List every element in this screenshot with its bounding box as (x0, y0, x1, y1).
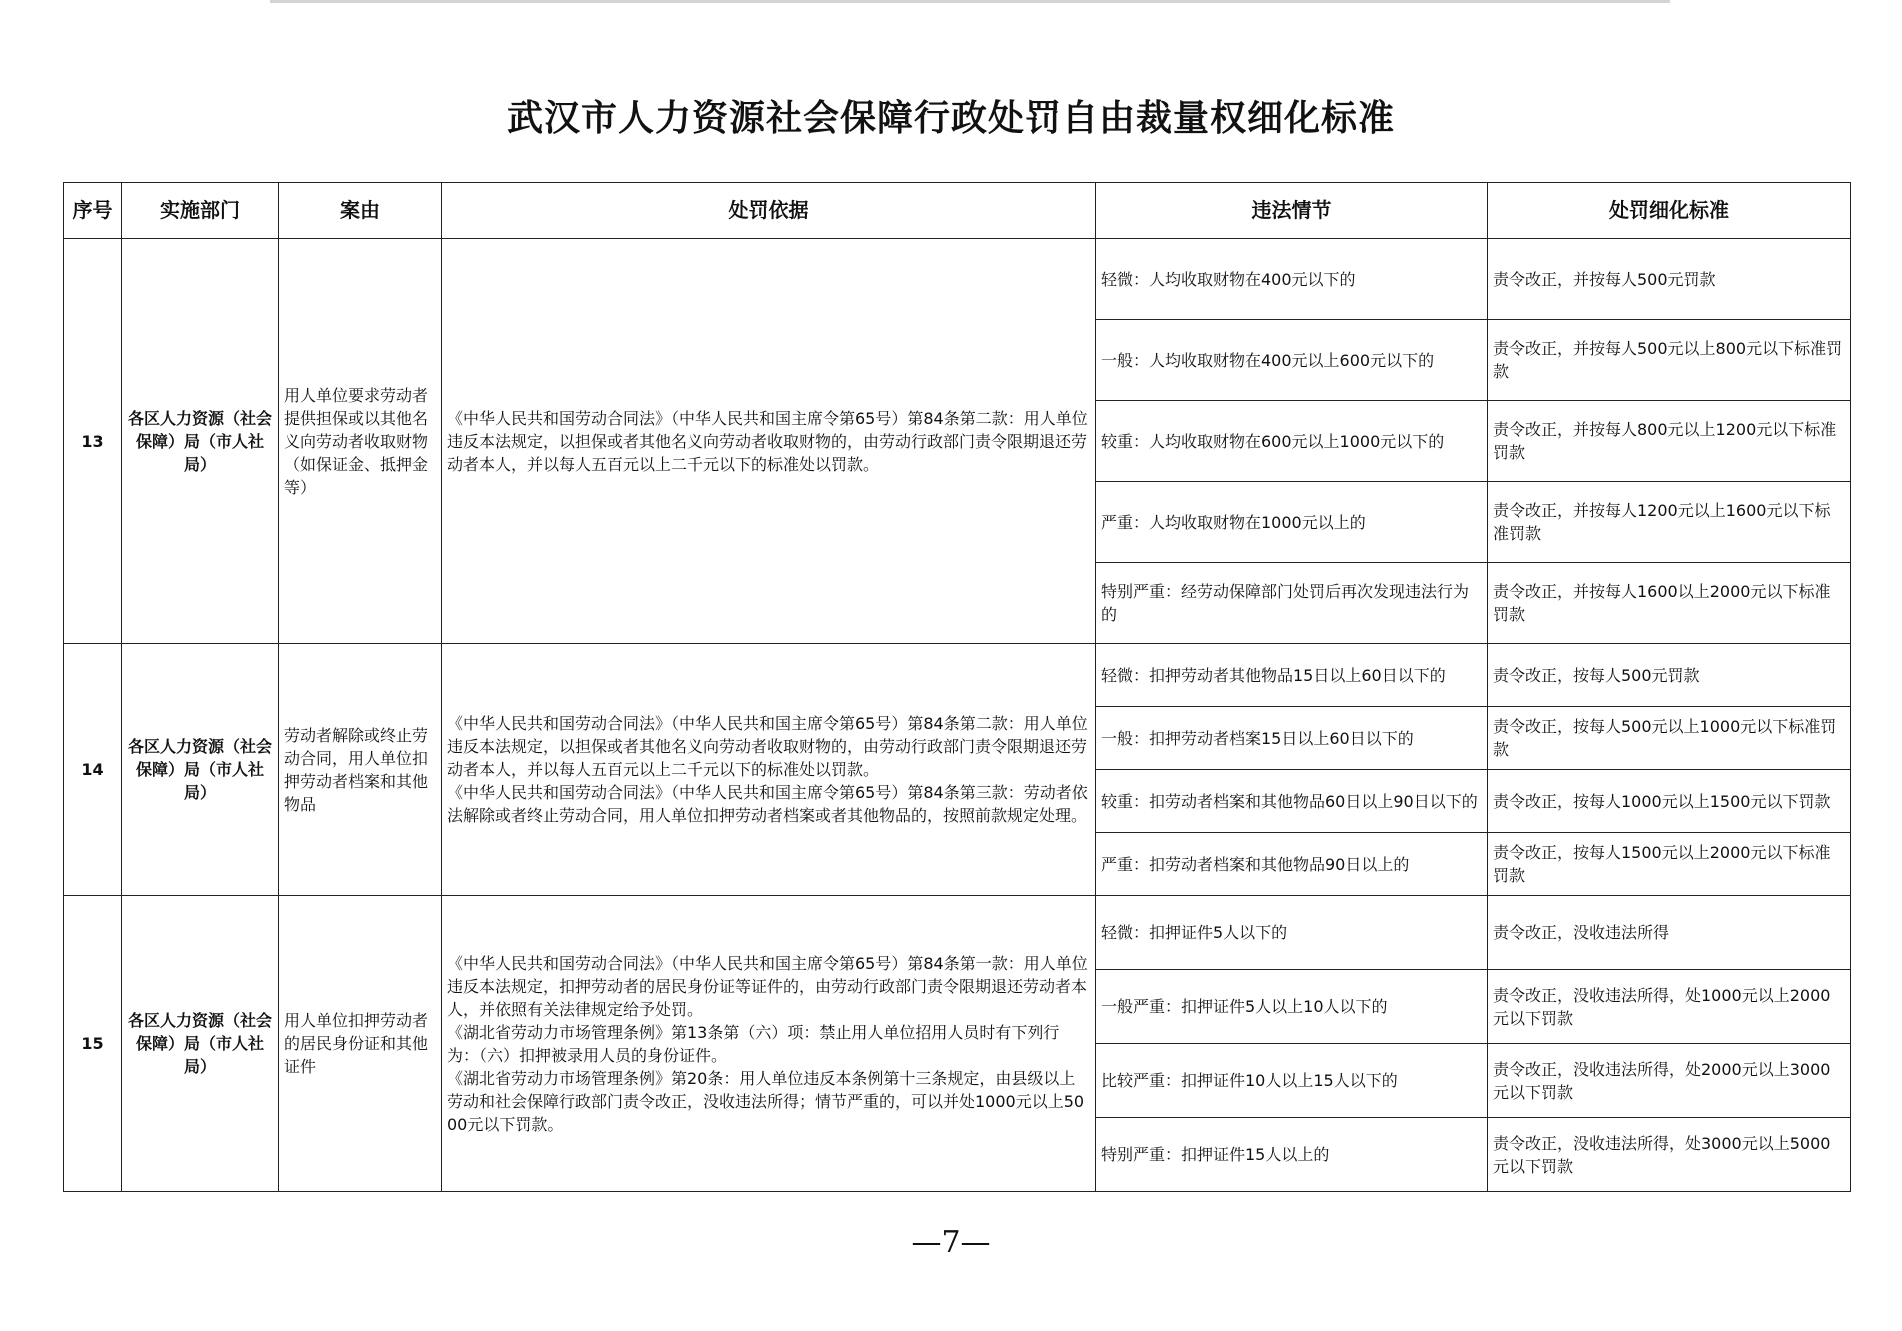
header-basis: 处罚依据 (442, 183, 1096, 239)
basis-paragraph: 《中华人民共和国劳动合同法》（中华人民共和国主席令第65号）第84条第三款：劳动者依法解除或者终止劳动合同，用人单位扣押劳动者档案或者其他物品的，按照前款规定处理。 (447, 783, 1088, 825)
level-situation: 一般严重：扣押证件5人以上10人以下的 (1096, 970, 1488, 1044)
row-dept: 各区人力资源（社会保障）局（市人社局） (122, 239, 279, 644)
level-situation: 严重：人均收取财物在1000元以上的 (1096, 482, 1488, 563)
page-number: —7— (911, 1225, 991, 1260)
basis-paragraph: 《湖北省劳动力市场管理条例》第20条：用人单位违反本条例第十三条规定，由县级以上劳动和社会保障行政部门责令改正，没收违法所得；情节严重的，可以并处1000元以上5000元以下罚款。 (447, 1068, 1085, 1134)
row-basis (442, 239, 1096, 644)
row-cause: 用人单位要求劳动者提供担保或以其他名义向劳动者收取财物（如保证金、抵押金等） (279, 239, 442, 644)
row-cause: 用人单位扣押劳动者的居民身份证和其他证件 (279, 896, 442, 1192)
table-row (64, 896, 1851, 970)
table-row (64, 644, 1851, 707)
level-standard: 责令改正，并按每人500元罚款 (1488, 239, 1851, 320)
level-situation: 轻微：人均收取财物在400元以下的 (1096, 239, 1488, 320)
level-standard: 责令改正，并按每人1600以上2000元以下标准罚款 (1488, 563, 1851, 644)
level-situation: 特别严重：扣押证件15人以上的 (1096, 1118, 1488, 1192)
level-situation: 比较严重：扣押证件10人以上15人以下的 (1096, 1044, 1488, 1118)
level-situation: 轻微：扣押证件5人以下的 (1096, 896, 1488, 970)
row-dept: 各区人力资源（社会保障）局（市人社局） (122, 896, 279, 1192)
basis-paragraph: 《中华人民共和国劳动合同法》（中华人民共和国主席令第65号）第84条第一款：用人单位违反本法规定，扣押劳动者的居民身份证等证件的，由劳动行政部门责令限期退还劳动者本人，并依照有关法律规定给予处罚。 (447, 953, 1088, 1019)
row-dept: 各区人力资源（社会保障）局（市人社局） (122, 644, 279, 896)
page-title: 武汉市人力资源社会保障行政处罚自由裁量权细化标准 (506, 97, 1395, 139)
row-cause: 劳动者解除或终止劳动合同，用人单位扣押劳动者档案和其他物品 (279, 644, 442, 896)
row-seq: 14 (64, 644, 122, 896)
level-situation: 特别严重：经劳动保障部门处罚后再次发现违法行为的 (1096, 563, 1488, 644)
basis-paragraph: 《湖北省劳动力市场管理条例》第13条第（六）项：禁止用人单位招用人员时有下列行为：（六）扣押被录用人员的身份证件。 (447, 1022, 1060, 1065)
table-header-row (64, 183, 1851, 239)
level-standard: 责令改正，按每人1500元以上2000元以下标准罚款 (1488, 833, 1851, 896)
level-standard: 责令改正，按每人500元罚款 (1488, 644, 1851, 707)
row-seq: 13 (64, 239, 122, 644)
header-standard: 处罚细化标准 (1488, 183, 1851, 239)
level-situation: 轻微：扣押劳动者其他物品15日以上60日以下的 (1096, 644, 1488, 707)
level-standard: 责令改正，按每人500元以上1000元以下标准罚款 (1488, 707, 1851, 770)
header-dept: 实施部门 (122, 183, 279, 239)
level-situation: 一般：人均收取财物在400元以上600元以下的 (1096, 320, 1488, 401)
level-standard: 责令改正，没收违法所得，处2000元以上3000元以下罚款 (1488, 1044, 1851, 1118)
row-seq: 15 (64, 896, 122, 1192)
row-basis (442, 896, 1096, 1192)
level-situation: 较重：扣劳动者档案和其他物品60日以上90日以下的 (1096, 770, 1488, 833)
level-situation: 较重：人均收取财物在600元以上1000元以下的 (1096, 401, 1488, 482)
table-row (64, 239, 1851, 320)
header-situation: 违法情节 (1096, 183, 1488, 239)
scan-top-edge (270, 0, 1670, 3)
level-standard: 责令改正，并按每人800元以上1200元以下标准罚款 (1488, 401, 1851, 482)
level-standard: 责令改正，没收违法所得 (1488, 896, 1851, 970)
level-standard: 责令改正，并按每人500元以上800元以下标准罚款 (1488, 320, 1851, 401)
header-seq: 序号 (64, 183, 122, 239)
level-standard: 责令改正，按每人1000元以上1500元以下罚款 (1488, 770, 1851, 833)
level-standard: 责令改正，没收违法所得，处3000元以上5000元以下罚款 (1488, 1118, 1851, 1192)
basis-paragraph: 《中华人民共和国劳动合同法》（中华人民共和国主席令第65号）第84条第二款：用人单位违反本法规定，以担保或者其他名义向劳动者收取财物的，由劳动行政部门责令限期退还劳动者本人，并以每人五百元以上二千元以下的标准处以罚款。 (447, 408, 1088, 474)
level-situation: 严重：扣劳动者档案和其他物品90日以上的 (1096, 833, 1488, 896)
penalty-standard-table (63, 182, 1851, 1192)
level-standard: 责令改正，没收违法所得，处1000元以上2000元以下罚款 (1488, 970, 1851, 1044)
level-situation: 一般：扣押劳动者档案15日以上60日以下的 (1096, 707, 1488, 770)
header-cause: 案由 (279, 183, 442, 239)
level-standard: 责令改正，并按每人1200元以上1600元以下标准罚款 (1488, 482, 1851, 563)
row-basis (442, 644, 1096, 896)
basis-paragraph: 《中华人民共和国劳动合同法》（中华人民共和国主席令第65号）第84条第二款：用人单位违反本法规定，以担保或者其他名义向劳动者收取财物的，由劳动行政部门责令限期退还劳动者本人，并以每人五百元以上二千元以下的标准处以罚款。 (447, 714, 1088, 779)
